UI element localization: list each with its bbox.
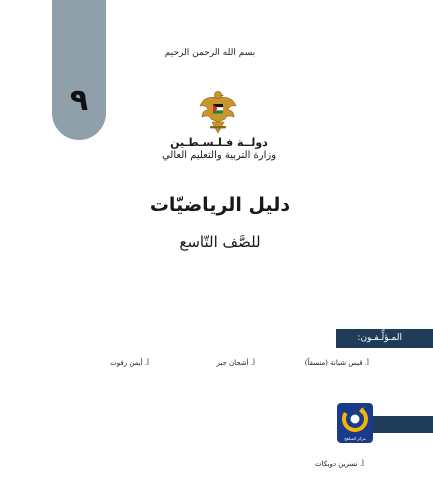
author-name: أ. أشجان جبر <box>216 359 255 367</box>
book-title: دليل الرياضيّات <box>149 194 291 216</box>
ministry-name: وزارة التربية والتعليم العالي <box>161 150 277 161</box>
palestine-eagle-emblem-icon <box>198 88 238 136</box>
curriculum-center-logo-text: مركز المناهج <box>344 436 366 441</box>
curriculum-center-bar <box>372 416 433 433</box>
center-author-name: أ. نسرين دويكات <box>315 460 364 468</box>
authors-label: المـؤلِّـفـون: <box>357 333 402 343</box>
curriculum-center-logo-icon <box>337 403 373 443</box>
state-name: دولــة فـلـسـطـين <box>170 136 268 149</box>
curriculum-center-mark-icon <box>337 403 373 435</box>
book-subtitle: للصَّف التّاسع <box>179 233 261 251</box>
grade-tab <box>52 0 106 140</box>
author-name: أ. أيمن رفوت <box>110 359 149 367</box>
author-name: أ. قيس شبانة (منسقاً) <box>304 359 369 367</box>
grade-number: ٩ <box>69 83 89 118</box>
basmala: بسم الله الرحمن الرحيم <box>164 48 256 58</box>
